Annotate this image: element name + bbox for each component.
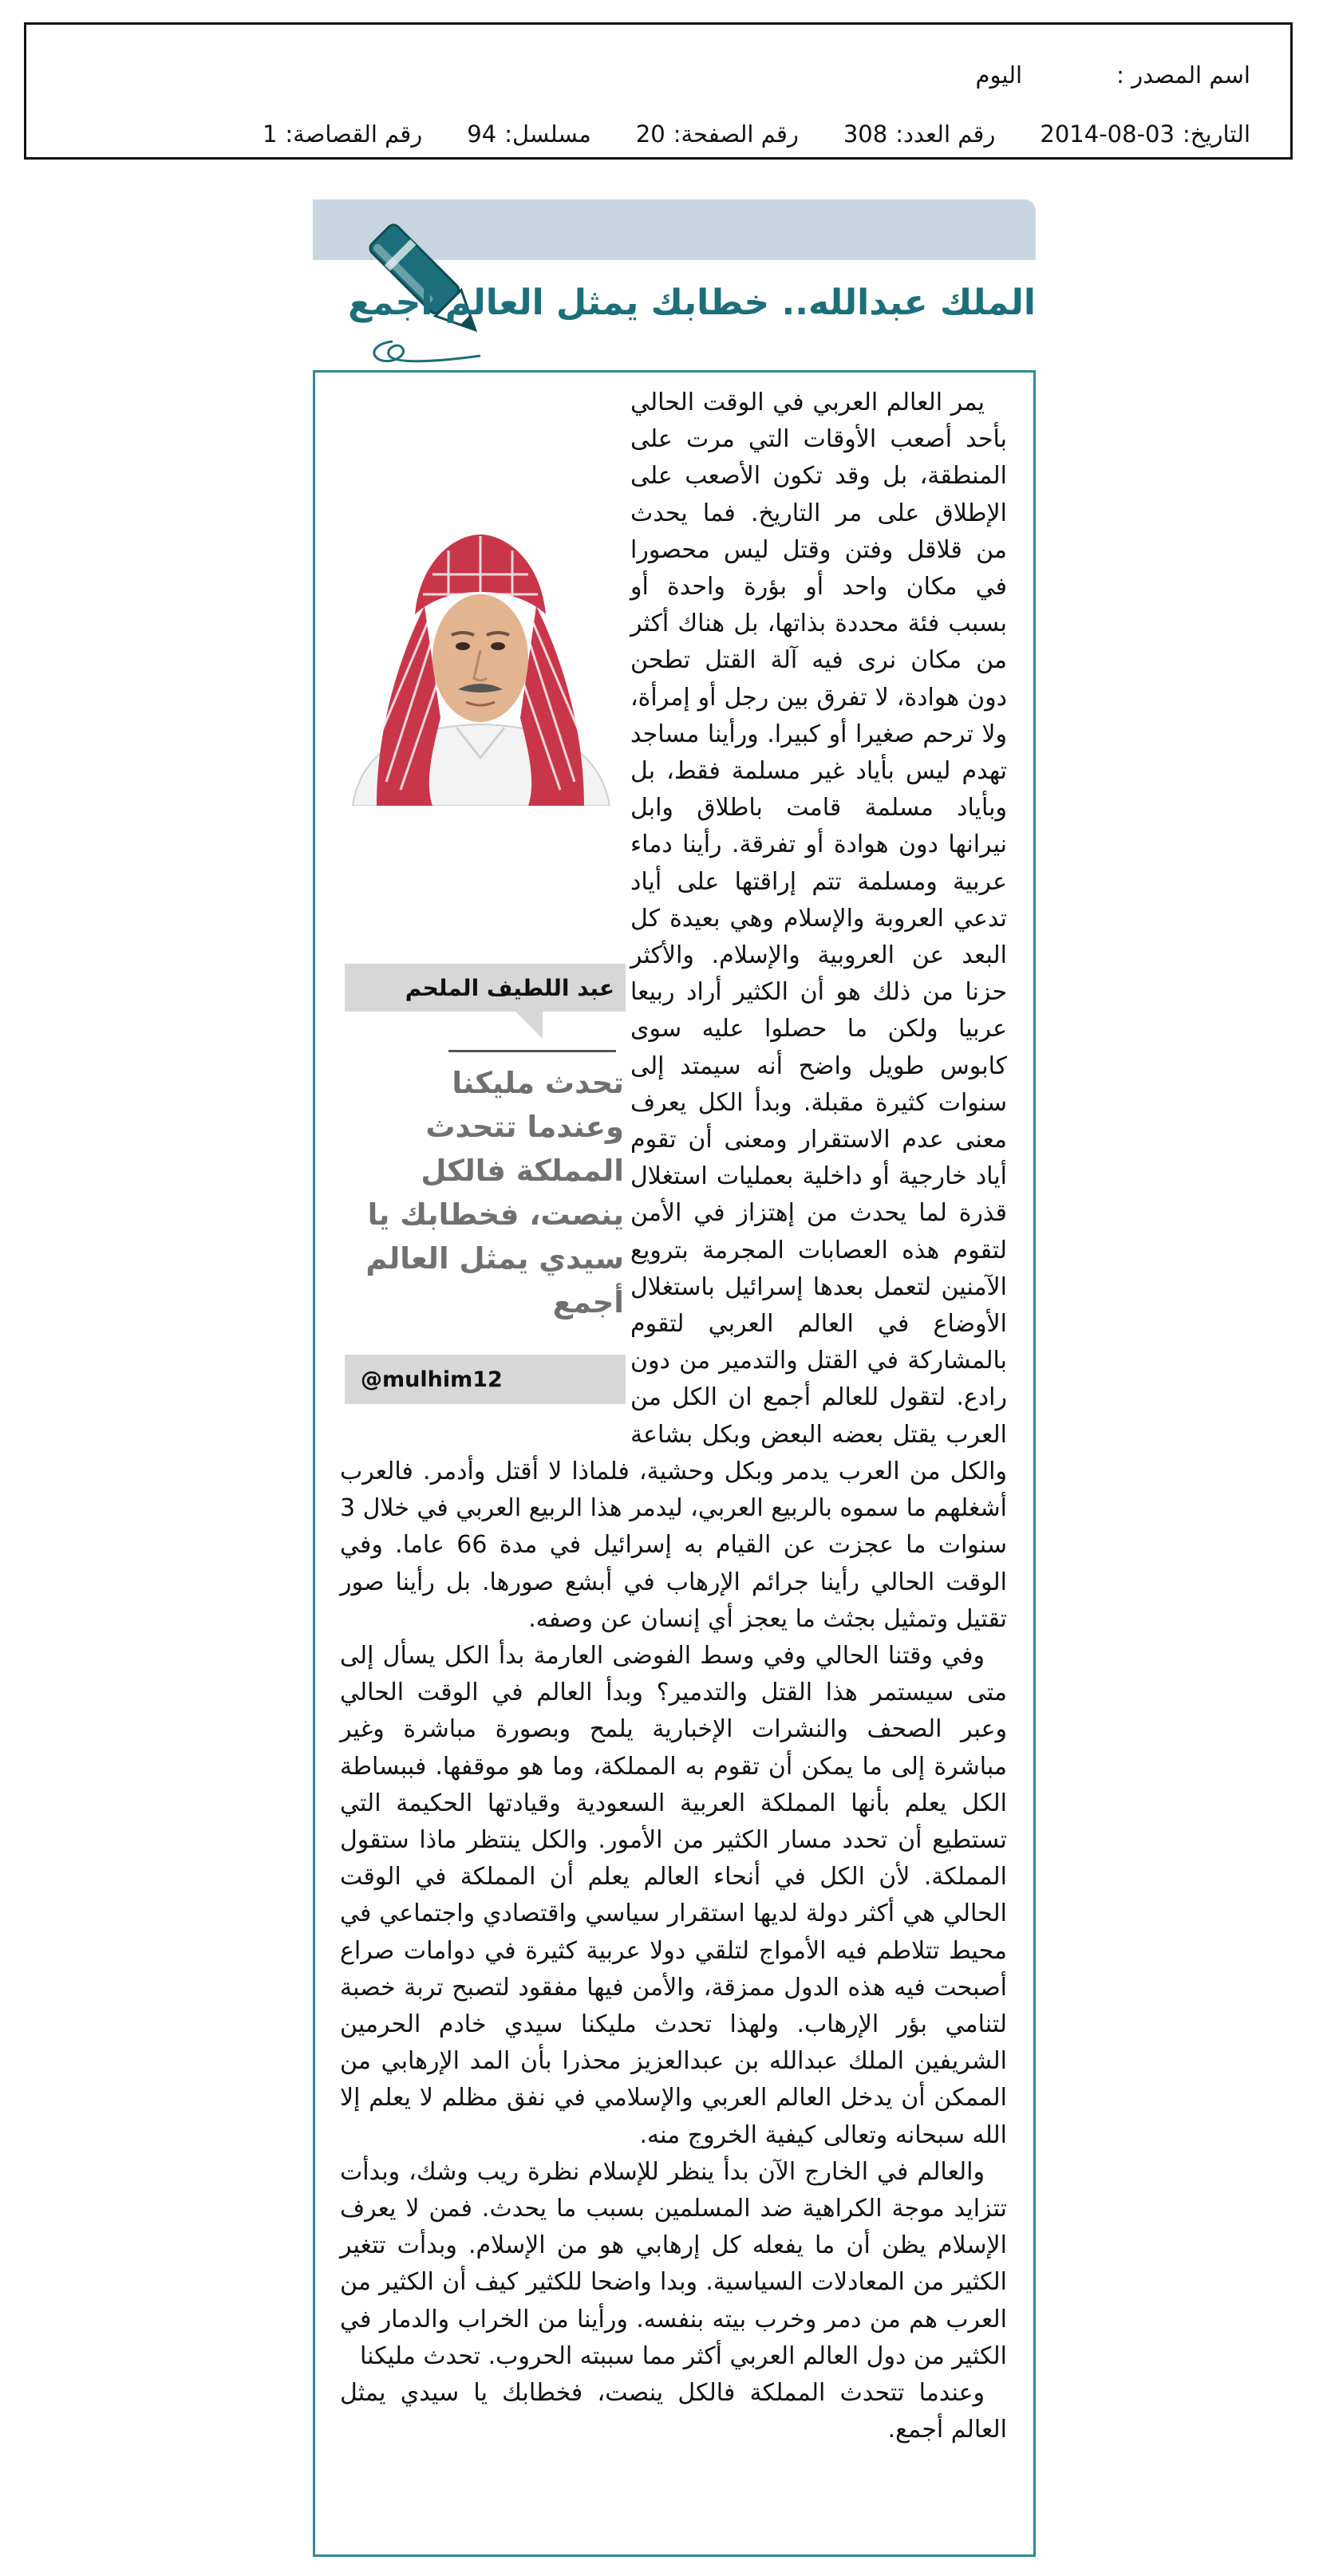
paragraph-4: وعندما تتحدث المملكة فالكل ينصت، فخطابك يا سيدي يمثل العالم أجمع. (340, 2378, 1007, 2444)
author-name: عبد اللطيف الملحم (405, 974, 614, 1001)
clip-value: 1 (262, 120, 278, 148)
page-value: 20 (635, 120, 665, 148)
clip-label: رقم القصاصة: (285, 120, 423, 148)
serial-label: مسلسل: (504, 120, 591, 148)
clip-item (263, 120, 422, 148)
page-item (636, 120, 799, 148)
article-body (340, 385, 1007, 2448)
date-item (1040, 120, 1250, 148)
details-row (218, 120, 1250, 148)
paragraph-1: يمر العالم العربي في الوقت الحالي بأحد أصعب الأوقات التي مرت على المنطقة، بل وقد تكون الأصعب على الإطلاق على مر التاريخ. فما يحدث من قلاقل وفتن وقتل ليس محصورا في مكان واحد أو بؤرة واحدة أو بسبب فئة محددة بذاتها، بل هناك أكثر من مكان نرى فيه آلة القتل تطحن دون هوادة، لا تفرق بين رجل أو إمرأة، ولا ترحم صغيرا أو كبيرا. ورأينا مساجد تهدم ليس بأياد غير مسلمة فقط، بل وبأياد مسلمة قامت باطلاق وابل نيرانها دون هوادة أو تفرقة. رأينا دماء عربية ومسلمة تتم إراقتها على أياد تدعي العروبة والإسلام وهي بعيدة كل البعد عن العروبية والإسلام. والأكثر حزنا من ذلك هو أن الكثير أراد ربيعا عربيا ولكن ما حصلوا عليه سوى كابوس طويل واضح أنه سيمتد إلى سنوات كثيرة مقبلة. وبدأ الكل يعرف معنى عدم الاستقرار ومعنى أن تقوم أياد خارجية أو داخلية بعمليات استغلال قذرة لما يحدث من إهتزاز في الأمن لتقوم هذه العصابات المجرمة بترويع الآمنين لتعمل بعدها إسرائيل باستغلال الأوضاع في العالم العربي لتقوم بالمشاركة في القتل والتدمير من دون رادع. لتقول للعالم أجمع ان الكل من العرب يقتل بعضه البعض وبكل بشاعة والكل من العرب يدمر وبكل وحشية، فلماذا لا أقتل وأدمر. فالعرب أشغلهم ما سموه بالربيع العربي، ليدمر هذا الربيع العربي في خلال 3 سنوات ما عجزت عن القيام به إسرائيل في مدة 66 عاما. وفي الوقت الحالي رأينا جرائم الإرهاب في أبشع صورها. بل رأينا صور تقتيل وتمثيل بجثث ما يعجز أي إنسان عن وصفه. (340, 389, 1007, 1633)
headline: الملك عبدالله.. خطابك يمثل العالم أجمع (348, 282, 1036, 323)
source-value: اليوم (975, 61, 1023, 89)
body-float-spacer (340, 385, 621, 1434)
serial-item (467, 120, 591, 148)
pull-quote: تحدث مليكنا وعندما تتحدث المملكة فالكل ينصت، فخطابك يا سيدي يمثل العالم أجمع (365, 1066, 624, 1320)
date-label: التاريخ: (1182, 120, 1250, 148)
date-value: 2014-08-03 (1040, 120, 1175, 148)
issue-value: 308 (843, 120, 888, 148)
paragraph-2: وفي وقتنا الحالي وفي وسط الفوضى العارمة بدأ الكل يسأل إلى متى سيستمر هذا القتل والتدمير؟ وبدأ العالم في الوقت الحالي وعبر الصحف والنشرات الإخبارية يلمح وبصورة مباشرة وغير مباشرة إلى ما يمكن أن تقوم به المملكة، وما هو موقفها. فببساطة الكل يعلم بأنها المملكة العربية السعودية وقيادتها الحكيمة التي تستطيع أن تحدد مسار الكثير من الأمور. والكل ينتظر ماذا ستقول المملكة. لأن الكل في أنحاء العالم يعلم أن المملكة في الوقت الحالي هي أكثر دولة لديها استقرار سياسي واقتصادي واجتماعي في محيط تتلاطم فيه الأمواج لتلقي دولا عربية كثيرة في دوامات صراع أصبحت فيه هذه الدول ممزقة، والأمن فيها مفقود لتصبح تربة خصبة لتنامي بؤر الإرهاب. ولهذا تحدث مليكنا سيدي خادم الحرمين الشريفين الملك عبدالله بن عبدالعزيز محذرا بأن المد الإرهابي من الممكن أن يدخل العالم العربي والإسلامي في نفق مظلم لا يعلم إلا الله سبحانه وتعالى كيفية الخروج منه. (340, 1641, 1007, 2149)
issue-item (843, 120, 996, 148)
serial-value: 94 (467, 120, 497, 148)
page-label: رقم الصفحة: (673, 120, 799, 148)
issue-label: رقم العدد: (895, 120, 996, 148)
article-clipping (313, 199, 1036, 2557)
paragraph-3: والعالم في الخارج الآن بدأ ينظر للإسلام نظرة ريب وشك، وبدأت تتزايد موجة الكراهية ضد المسلمين بسبب ما يحدث. فمن لا يعرف الإسلام يظن أن ما يفعله كل إرهابي هو من الإسلام. وبدأت تتغير الكثير من المعادلات السياسية. وبدا واضحا للكثير كيف أن الكثير من العرب هم من دمر وخرب بيته بنفسه. ورأينا من الخراب والدمار في الكثير من دول العالم العربي أكثر مما سببته الحروب. تحدث مليكنا (340, 2157, 1007, 2370)
clipping-metadata-box (24, 22, 1293, 160)
twitter-handle: @mulhim12 (361, 1367, 503, 1392)
source-row (912, 61, 1251, 89)
source-label: اسم المصدر : (1116, 61, 1250, 89)
